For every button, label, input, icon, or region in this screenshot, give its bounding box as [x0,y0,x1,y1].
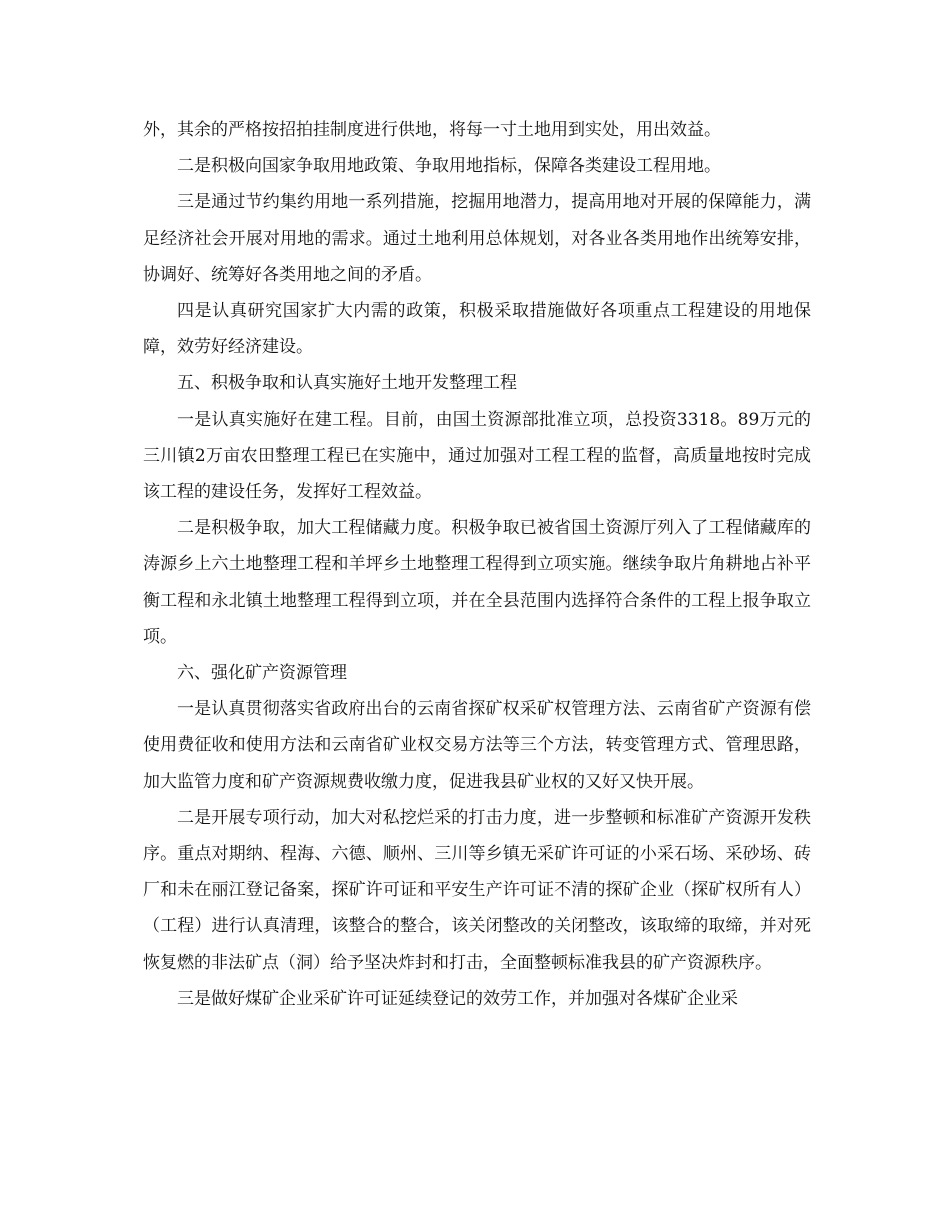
paragraph: 二是积极争取，加大工程储藏力度。积极争取已被省国土资源厅列入了工程储藏库的涛源乡上六土地整理工程和羊坪乡土地整理工程得到立项实施。继续争取片角耕地占补平衡工程和永北镇土地整理工程得到立项，并在全县范围内选择符合条件的工程上报争取立项。 [143,518,811,647]
paragraph: 一是认真贯彻落实省政府出台的云南省探矿权采矿权管理方法、云南省矿产资源有偿使用费征收和使用方法和云南省矿业权交易方法等三个方法，转变管理方式、管理思路，加大监管力度和矿产资源规费收缴力度，促进我县矿业权的又好又快开展。 [143,699,811,792]
paragraph: 四是认真研究国家扩大内需的政策，积极采取措施做好各项重点工程建设的用地保障，效劳好经济建设。 [143,301,811,358]
document-body [143,112,811,1017]
paragraph: 三是做好煤矿企业采矿许可证延续登记的效劳工作，并加强对各煤矿企业采 [177,988,738,1009]
paragraph-continuation: 外，其余的严格按招拍挂制度进行供地，将每一寸土地用到实处，用出效益。 [143,120,721,140]
paragraph: 三是通过节约集约用地一系列措施，挖掘用地潜力，提高用地对开展的保障能力，满足经济社会开展对用地的需求。通过土地利用总体规划，对各业各类用地作出统筹安排，协调好、统筹好各类用地之间的矛盾。 [143,192,811,285]
section-heading: 五、积极争取和认真实施好土地开发整理工程 [177,373,517,394]
paragraph: 二是积极向国家争取用地政策、争取用地指标，保障各类建设工程用地。 [177,156,721,177]
paragraph: 二是开展专项行动，加大对私挖烂采的打击力度，进一步整顿和标准矿产资源开发秩序。重点对期纳、程海、六德、顺州、三川等乡镇无采矿许可证的小采石场、采砂场、砖厂和未在丽江登记备案，探矿许可证和平安生产许可证不清的探矿企业（探矿权所有人）（工程）进行认真清理，该整合的整合，该关闭整改的关闭整改，该取缔的取缔，并对死恢复燃的非法矿点（洞）给予坚决炸封和打击，全面整顿标准我县的矿产资源秩序。 [143,807,811,973]
paragraph: 一是认真实施好在建工程。目前，由国土资源部批准立项，总投资3318。89万元的三川镇2万亩农田整理工程已在实施中，通过加强对工程工程的监督，高质量地按时完成该工程的建设任务，发挥好工程效益。 [143,409,811,503]
section-heading: 六、强化矿产资源管理 [177,663,347,684]
